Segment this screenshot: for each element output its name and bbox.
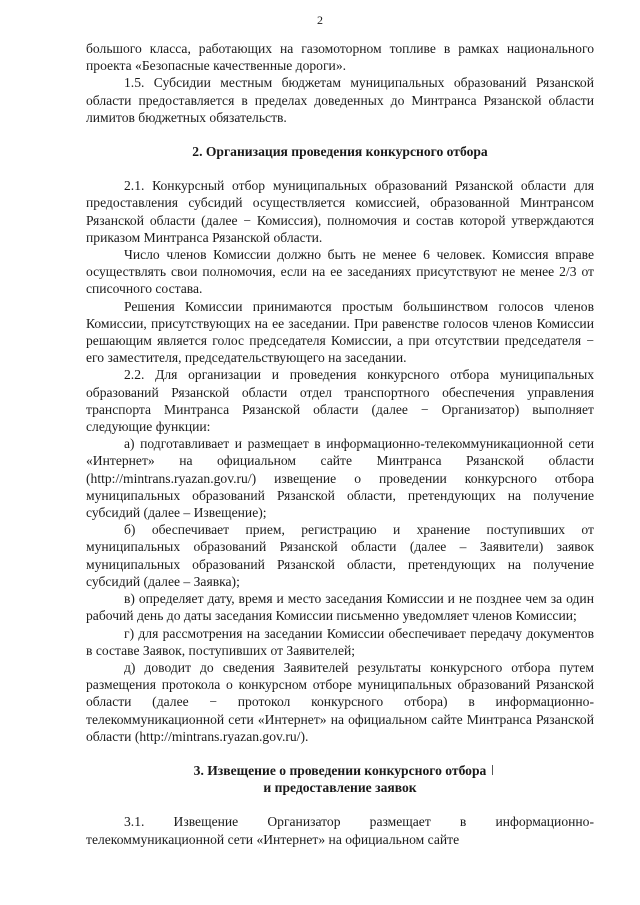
- section-3-title-line-2: и предоставление заявок: [263, 780, 417, 796]
- paragraph-commission-decisions: Решения Комиссии принимаются простым большинством голосов членов Комиссии, присутствующих на ее заседании. При равенстве голосов членов Комиссии решающим является голос председателя Комиссии, а при отсутствии председателя − его заместителя, председательствующего на заседании.: [86, 298, 594, 366]
- paragraph-continuation: большого класса, работающих на газомоторном топливе в рамках национального проекта «Безопасные качественные дороги».: [86, 41, 594, 74]
- list-item-a: а) подготавливает и размещает в информационно-телекоммуникационной сети «Интернет» на официальном сайте Минтранса Рязанской области (http://mintrans.ryazan.gov.ru/) извещение о проведении конкурсного отбора муниципальных образований Рязанской области, претендующих на получение субсидий (далее – Извещение);: [86, 436, 594, 521]
- list-item-b: б) обеспечивает прием, регистрацию и хранение поступивших от муниципальных образований Рязанской области (далее – Заявители) заявок муниципальных образований Рязанской области, претендующих на получение субсидий (далее – Заявка);: [86, 522, 594, 589]
- paragraph-commission-members: Число членов Комиссии должно быть не менее 6 человек. Комиссия вправе осуществлять свои полномочия, если на ее заседаниях присутствуют не менее 2/3 от списочного состава.: [86, 247, 594, 297]
- list-item-d: д) доводит до сведения Заявителей результаты конкурсного отбора путем размещения протокола о конкурсном отборе муниципальных образований Рязанской области (далее − протокол конкурсного отбора) в информационно-телекоммуникационной сети «Интернет» на официальном сайте Минтранса Рязанской области (http://mintrans.ryazan.gov.ru/).: [86, 659, 594, 744]
- scan-mark: [492, 765, 493, 775]
- document-body: [86, 0, 594, 848]
- section-3-title-line-1: 3. Извещение о проведении конкурсного отбора: [193, 762, 487, 778]
- paragraph-1-5: 1.5. Субсидии местным бюджетам муниципальных образований Рязанской области предоставляется в пределах доведенных до Минтранса Рязанской области лимитов бюджетных обязательств.: [86, 75, 594, 125]
- paragraph-2-2: 2.2. Для организации и проведения конкурсного отбора муниципальных образований Рязанской области отдел транспортного обеспечения управления транспорта Минтранса Рязанской области (далее − Организатор) выполняет следующие функции:: [86, 367, 594, 435]
- list-item-v: в) определяет дату, время и место заседания Комиссии и не позднее чем за один рабочий день до даты заседания Комиссии письменно уведомляет членов Комиссии;: [86, 591, 594, 624]
- paragraph-2-1: 2.1. Конкурсный отбор муниципальных образований Рязанской области для предоставления субсидий осуществляется комиссией, образованной Минтрансом Рязанской области (далее − Комиссия), полномочия и состав которой утверждаются приказом Минтранса Рязанской области.: [86, 178, 594, 245]
- paragraph-3-1: 3.1. Извещение Организатор размещает в информационно-телекоммуникационной сети «Интернет» на официальном сайте: [86, 814, 594, 847]
- page-number: 2: [317, 13, 323, 27]
- section-2-title: 2. Организация проведения конкурсного отбора: [192, 144, 488, 160]
- list-item-g: г) для рассмотрения на заседании Комиссии обеспечивает передачу документов в составе Заявок, поступивших от Заявителей;: [86, 625, 594, 658]
